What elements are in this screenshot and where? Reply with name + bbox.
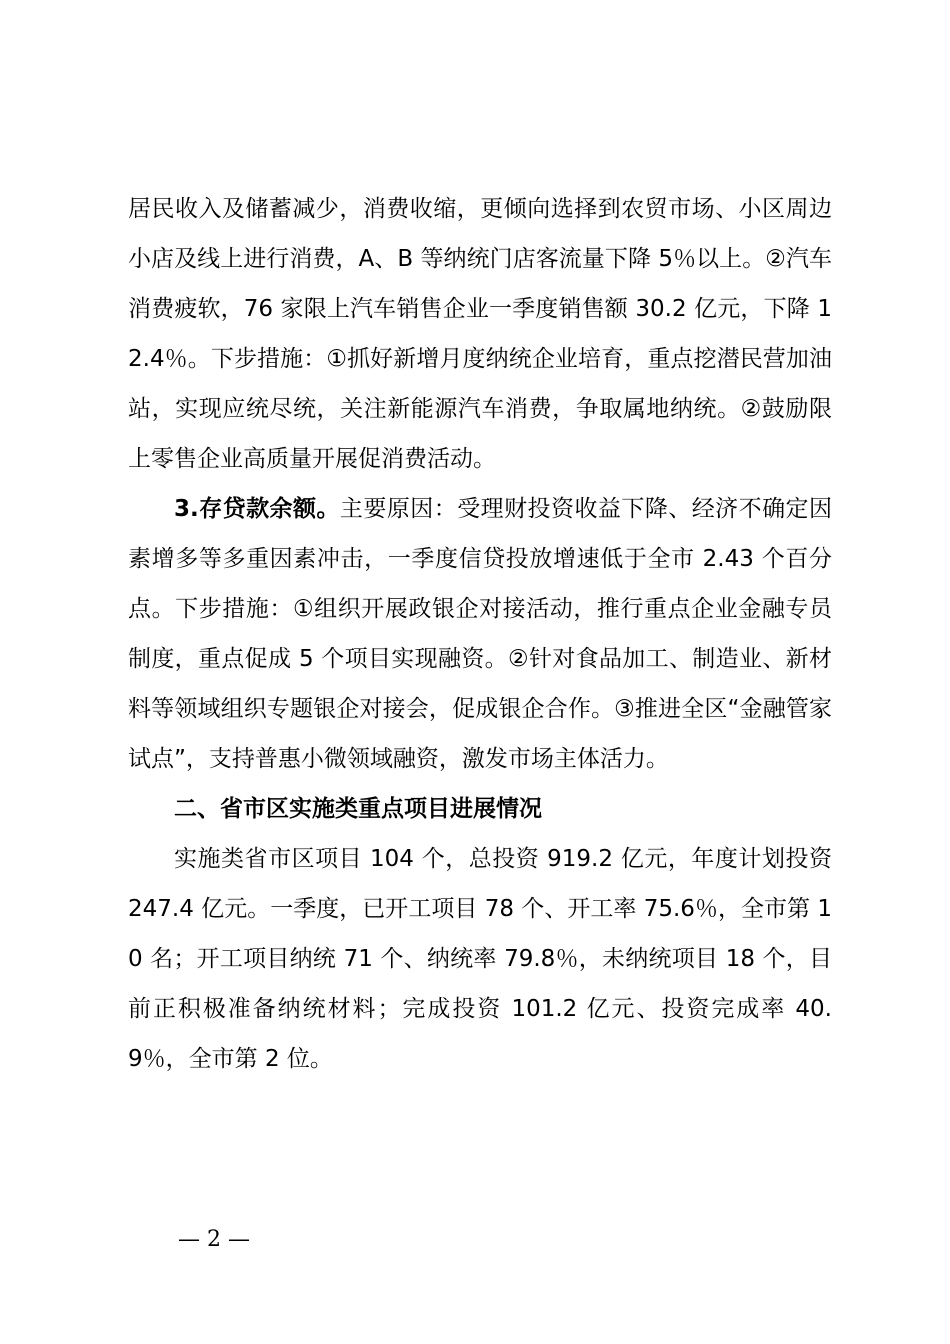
section-3-body: 主要原因：受理财投资收益下降、经济不确定因素增多等多重因素冲击，一季度信贷投放增速低于全市 2.43 个百分点。下步措施：①组织开展政银企对接活动，推行重点企业金融专员制度，重点促成 5 个项目实现融资。②针对食品加工、制造业、新材料等领域组织专题银企对接会，促成银企合作。③推进全区“金融管家试点”，支持普惠小微领域融资，激发市场主体活力。 — [128, 496, 832, 772]
section-heading-2: 二、省市区实施类重点项目进展情况 — [174, 796, 542, 822]
document-body — [128, 184, 832, 1084]
paragraph-deposit-loan — [128, 484, 832, 784]
paragraph-consumption: 居民收入及储蓄减少，消费收缩，更倾向选择到农贸市场、小区周边小店及线上进行消费，A、B 等纳统门店客流量下降 5％以上。②汽车消费疲软，76 家限上汽车销售企业一季度销售额 30.2 亿元，下降 12.4％。下步措施：①抓好新增月度纳统企业培育，重点挖潜民营加油站，实现应统尽统，关注新能源汽车消费，争取属地纳统。②鼓励限上零售企业高质量开展促消费活动。 — [128, 196, 832, 472]
section-3-title: 3.存贷款余额。 — [174, 496, 340, 522]
paragraph-projects: 实施类省市区项目 104 个，总投资 919.2 亿元，年度计划投资 247.4 亿元。一季度，已开工项目 78 个、开工率 75.6％，全市第 10 名；开工项目纳统 71 个、纳统率 79.8％，未纳统项目 18 个，目前正积极准备纳统材料；完成投资 101.2 亿元、投资完成率 40.9％，全市第 2 位。 — [128, 846, 832, 1072]
page-number: — 2 — — [178, 1227, 250, 1252]
